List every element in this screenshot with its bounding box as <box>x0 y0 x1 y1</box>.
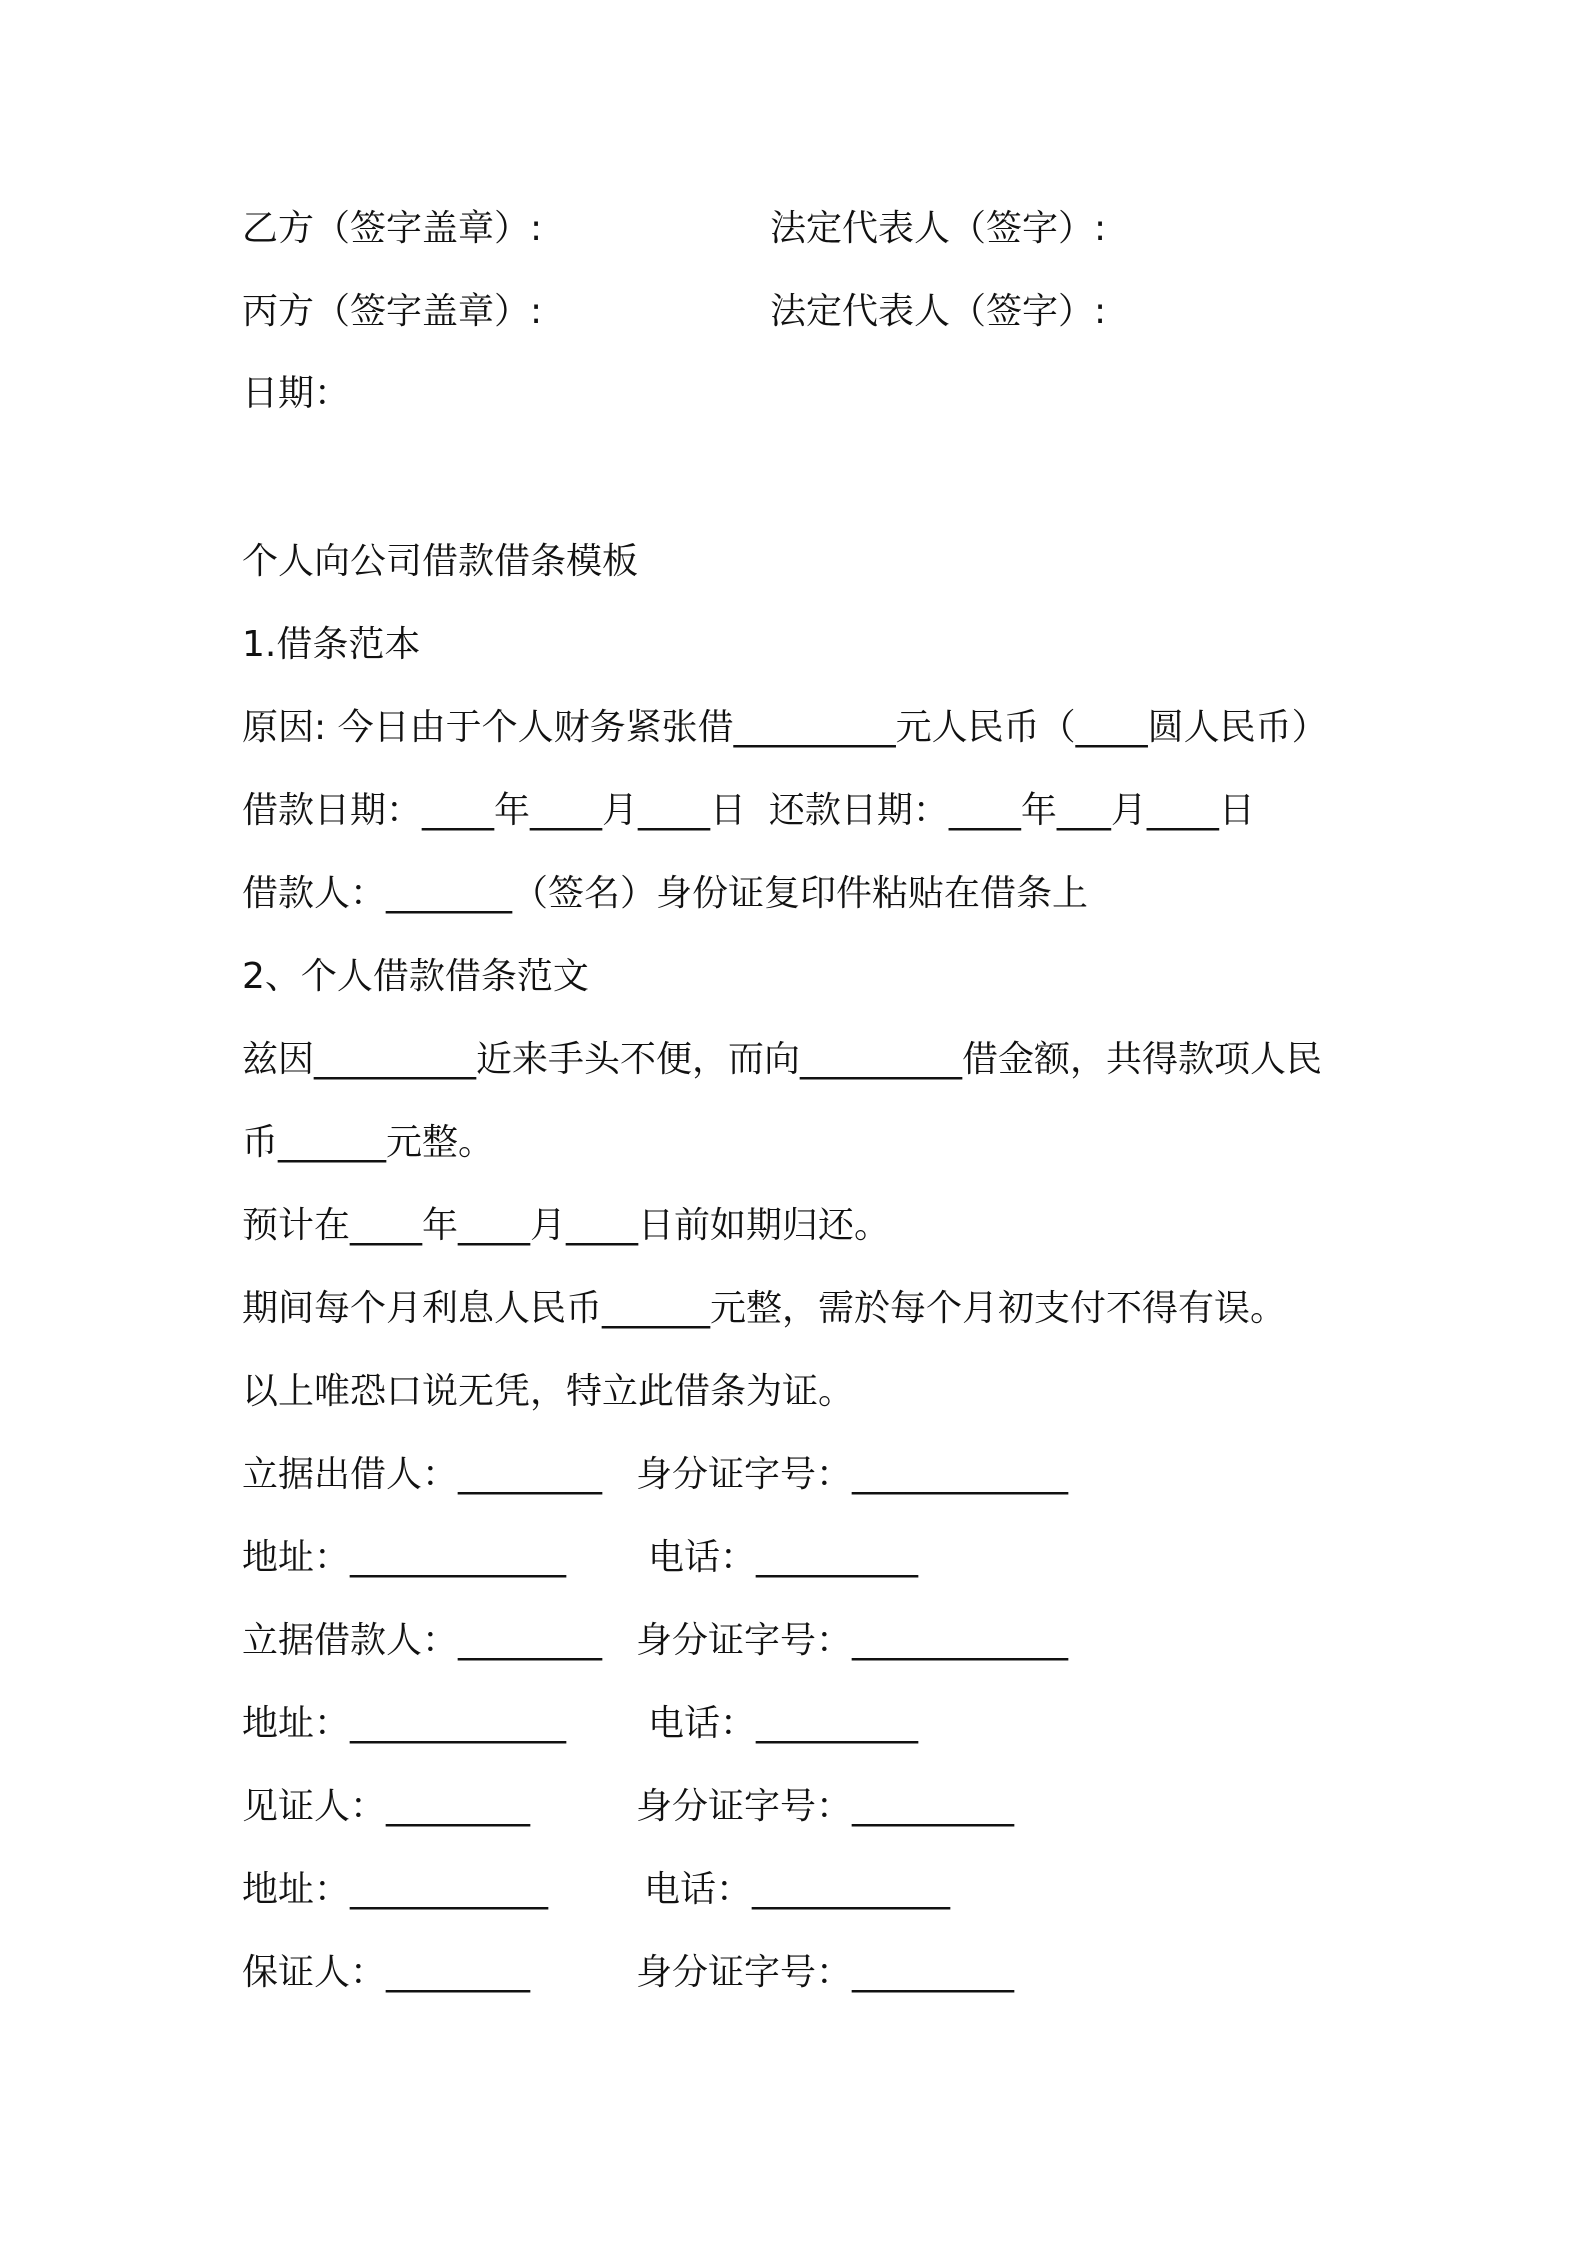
witness-phone: 电话：___________ <box>644 1869 951 1910</box>
witness-address: 地址：___________ <box>242 1869 549 1910</box>
witness-id: 身分证字号：_________ <box>636 1786 1015 1827</box>
reason-line: 原因: 今日由于个人财务紧张借_________元人民币（____圆人民币） <box>242 707 1328 748</box>
signature-date: 日期： <box>242 373 351 414</box>
document-title: 个人向公司借款借条模板 <box>242 541 639 582</box>
body-line-5: 以上唯恐口说无凭，特立此借条为证。 <box>242 1371 855 1412</box>
party-b-rep-signature: 法定代表人（签字）: <box>770 208 1107 249</box>
guarantor-id: 身分证字号：_________ <box>636 1952 1015 1993</box>
witness-label: 见证人：________ <box>242 1786 531 1827</box>
borrower-label: 立据借款人：________ <box>242 1620 603 1661</box>
body-line-2: 币______元整。 <box>242 1122 495 1163</box>
body-line-4: 期间每个月利息人民币______元整，需於每个月初支付不得有误。 <box>242 1288 1287 1329</box>
borrower-id: 身分证字号：____________ <box>636 1620 1069 1661</box>
borrower-address: 地址：____________ <box>242 1703 567 1744</box>
party-c-rep-signature: 法定代表人（签字）: <box>770 291 1107 332</box>
borrower-line: 借款人：_______（签名）身份证复印件粘贴在借条上 <box>242 873 1089 914</box>
guarantor-label: 保证人：________ <box>242 1952 531 1993</box>
lender-phone: 电话：_________ <box>648 1537 919 1578</box>
borrower-phone: 电话：_________ <box>648 1703 919 1744</box>
lender-id: 身分证字号：____________ <box>636 1454 1069 1495</box>
party-b-signature: 乙方（签字盖章）: <box>242 208 543 249</box>
body-line-3: 预计在____年____月____日前如期归还。 <box>242 1205 891 1246</box>
body-line-1: 兹因_________近来手头不便，而向_________借金额，共得款项人民 <box>242 1039 1323 1080</box>
dates-line: 借款日期：____年____月____日 还款日期：____年___月____日 <box>242 790 1255 831</box>
lender-label: 立据出借人：________ <box>242 1454 603 1495</box>
lender-address: 地址：____________ <box>242 1537 567 1578</box>
section1-heading: 1.借条范本 <box>242 624 421 665</box>
section2-heading: 2、个人借款借条范文 <box>242 956 589 997</box>
party-c-signature: 丙方（签字盖章）: <box>242 291 543 332</box>
